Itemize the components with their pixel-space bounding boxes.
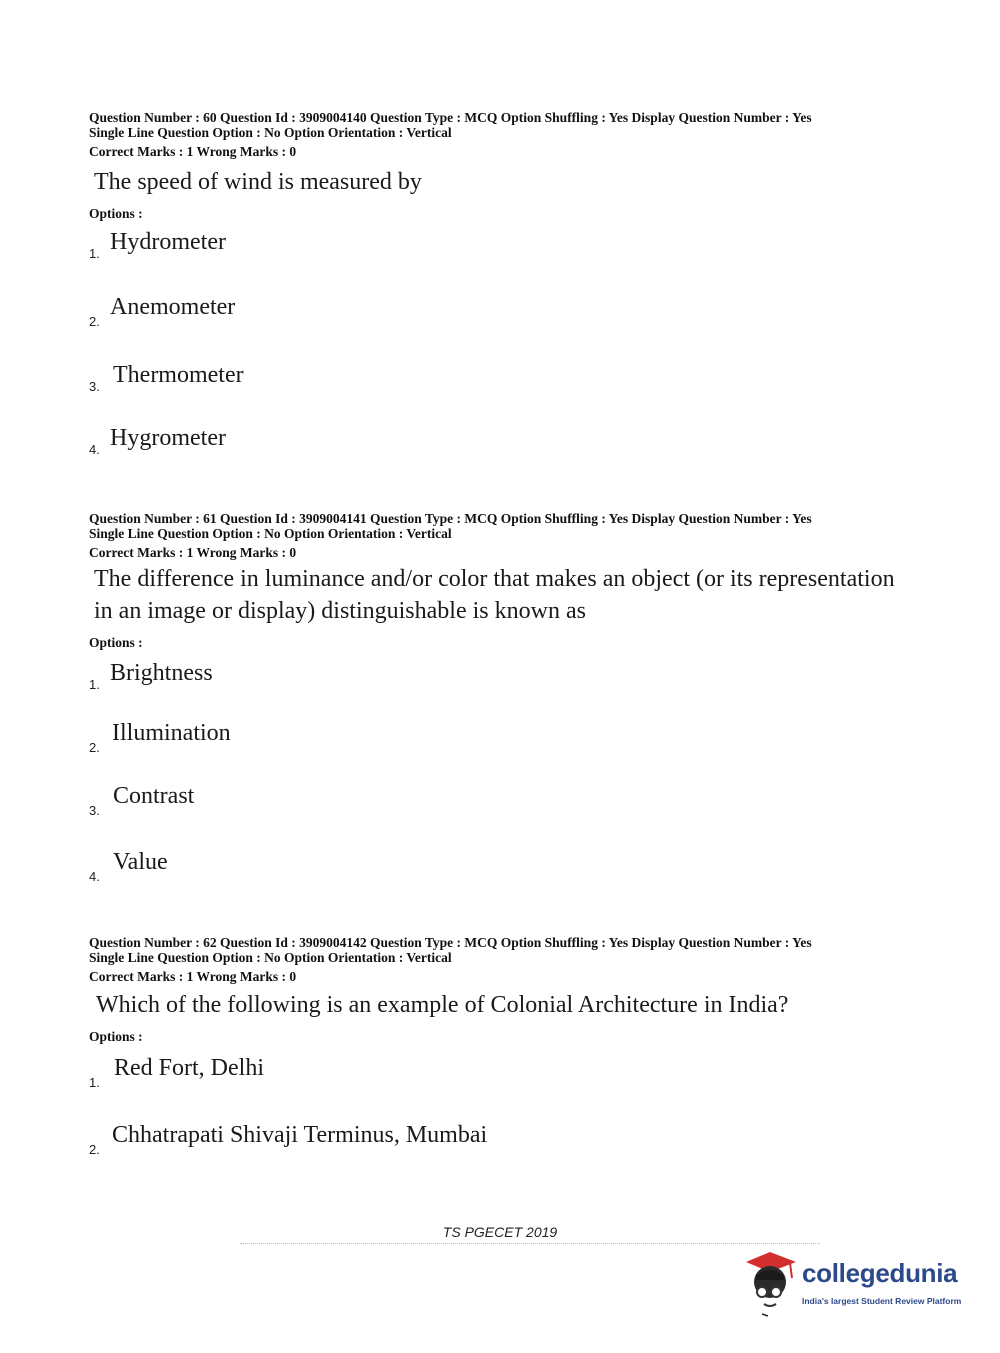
question-block-62 [89, 936, 909, 1045]
question-block-61 [89, 512, 909, 651]
option-text: Hydrometer [110, 229, 226, 255]
option-text: Brightness [110, 660, 213, 686]
option-number: 2. [89, 314, 100, 329]
options-label: Options : [89, 205, 143, 221]
page-footer: TS PGECET 2019 [442, 1224, 558, 1240]
option-number: 1. [89, 246, 100, 261]
options-label: Options : [89, 634, 143, 650]
logo-tagline: India's largest Student Review Platform [802, 1296, 962, 1306]
option-text: Illumination [112, 720, 231, 746]
option-number: 4. [89, 869, 100, 884]
question-meta-line1: Question Number : 61 Question Id : 3909004141 Question Type : MCQ Option Shuffling : Yes Display Question Number : Yes [89, 511, 812, 526]
collegedunia-logo[interactable] [740, 1248, 975, 1318]
option-text: Chhatrapati Shivaji Terminus, Mumbai [112, 1122, 488, 1148]
question-text: The difference in luminance and/or color that makes an object (or its representation in an image or display) distinguishable is known as [94, 565, 895, 624]
graduate-mascot-icon [740, 1248, 800, 1318]
question-meta-line2: Single Line Question Option : No Option Orientation : Vertical [89, 949, 452, 965]
logo-wordmark: collegedunia [802, 1258, 958, 1288]
option-text: Value [113, 849, 168, 875]
question-marks: Correct Marks : 1 Wrong Marks : 0 [89, 144, 297, 159]
option-text: Red Fort, Delhi [114, 1055, 264, 1081]
options-list-62 [89, 1055, 909, 1165]
footer-divider [240, 1243, 820, 1246]
question-meta-line2: Single Line Question Option : No Option Orientation : Vertical [89, 124, 452, 140]
question-meta-line1: Question Number : 60 Question Id : 3909004140 Question Type : MCQ Option Shuffling : Yes Display Question Number : Yes [89, 110, 812, 125]
option-text: Thermometer [113, 362, 244, 388]
question-meta-line2: Single Line Question Option : No Option Orientation : Vertical [89, 525, 452, 541]
option-number: 1. [89, 677, 100, 692]
option-number: 1. [89, 1075, 100, 1090]
option-number: 2. [89, 1142, 100, 1157]
options-list-60 [89, 229, 909, 469]
option-number: 3. [89, 379, 100, 394]
options-list-61 [89, 660, 909, 900]
question-marks: Correct Marks : 1 Wrong Marks : 0 [89, 545, 297, 560]
options-label: Options : [89, 1028, 143, 1044]
question-text: Which of the following is an example of Colonial Architecture in India? [96, 991, 789, 1018]
question-text: The speed of wind is measured by [94, 168, 422, 195]
option-number: 3. [89, 803, 100, 818]
option-text: Contrast [113, 783, 195, 809]
option-number: 4. [89, 442, 100, 457]
option-text: Anemometer [110, 294, 236, 320]
question-block-60 [89, 111, 909, 222]
option-text: Hygrometer [110, 425, 226, 451]
option-number: 2. [89, 740, 100, 755]
question-meta-line1: Question Number : 62 Question Id : 3909004142 Question Type : MCQ Option Shuffling : Yes Display Question Number : Yes [89, 935, 812, 950]
question-marks: Correct Marks : 1 Wrong Marks : 0 [89, 969, 297, 984]
